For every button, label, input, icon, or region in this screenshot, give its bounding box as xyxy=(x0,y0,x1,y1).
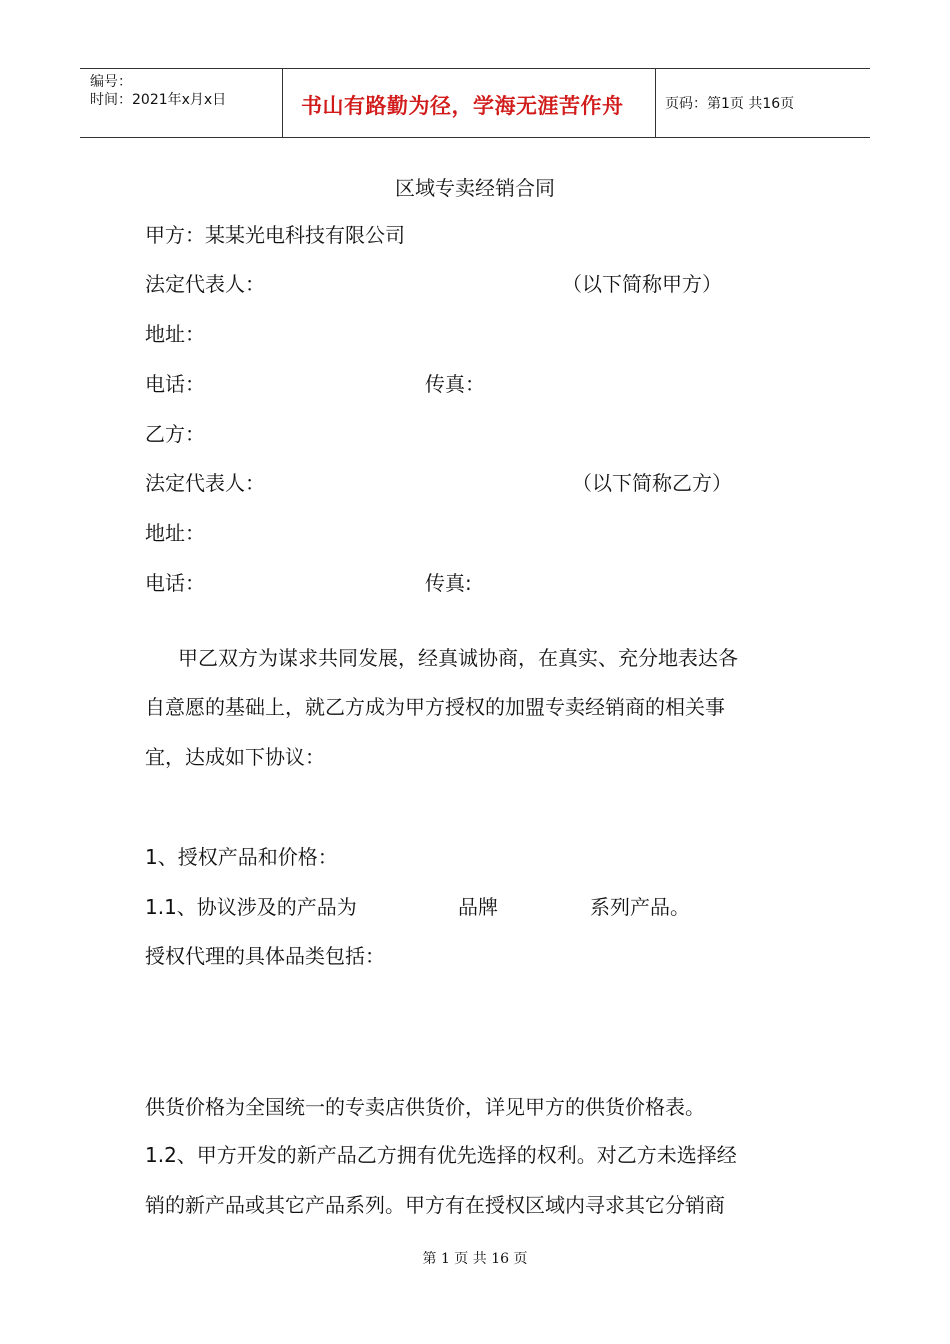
party-b-fax-label: 传真: xyxy=(425,571,472,595)
document-number-label: 编号： xyxy=(90,74,132,90)
page-header xyxy=(80,68,870,138)
party-a-rep-label: 法定代表人： xyxy=(145,272,265,296)
item-1-2-line: 1.2、甲方开发的新产品乙方拥有优先选择的权利。对乙方未选择经 xyxy=(145,1143,737,1167)
party-b-name: 乙方： xyxy=(145,422,205,446)
item-1-1-series: 系列产品。 xyxy=(590,895,690,919)
header-motto: 书山有路勤为径，学海无涯苦作舟 xyxy=(301,94,624,118)
header-meta-cell xyxy=(80,69,282,137)
document-date: 时间：2021年x月x日 xyxy=(90,92,227,108)
header-page-cell xyxy=(655,69,870,137)
party-b-phone-label: 电话： xyxy=(145,571,205,595)
party-b-rep-label: 法定代表人： xyxy=(145,471,265,495)
item-1-1-brand: 品牌 xyxy=(458,895,498,919)
intro-paragraph-line: 宜，达成如下协议： xyxy=(145,745,325,769)
intro-paragraph-line: 自意愿的基础上，就乙方成为甲方授权的加盟专卖经销商的相关事 xyxy=(145,695,725,719)
party-a-name: 甲方：某某光电科技有限公司 xyxy=(145,223,405,247)
party-a-fax-label: 传真： xyxy=(425,372,485,396)
page-footer: 第 1 页 共 16 页 xyxy=(422,1251,528,1267)
item-1-2-line: 销的新产品或其它产品系列。甲方有在授权区域内寻求其它分销商 xyxy=(145,1193,725,1217)
party-a-abbreviation: （以下简称甲方） xyxy=(562,272,722,296)
section-1-heading: 1、授权产品和价格： xyxy=(145,845,338,869)
document-title: 区域专卖经销合同 xyxy=(395,176,555,200)
party-b-address-label: 地址： xyxy=(145,521,205,545)
header-motto-cell xyxy=(282,69,656,137)
price-line: 供货价格为全国统一的专卖店供货价，详见甲方的供货价格表。 xyxy=(145,1095,705,1119)
party-b-abbreviation: （以下简称乙方） xyxy=(572,471,732,495)
party-a-phone-label: 电话： xyxy=(145,372,205,396)
item-1-1-prefix: 1.1、协议涉及的产品为 xyxy=(145,895,357,919)
party-a-address-label: 地址： xyxy=(145,322,205,346)
header-page-info: 页码：第1页 共16页 xyxy=(665,96,795,112)
categories-line: 授权代理的具体品类包括： xyxy=(145,944,385,968)
intro-paragraph-line: 甲乙双方为谋求共同发展，经真诚协商，在真实、充分地表达各 xyxy=(178,646,738,670)
